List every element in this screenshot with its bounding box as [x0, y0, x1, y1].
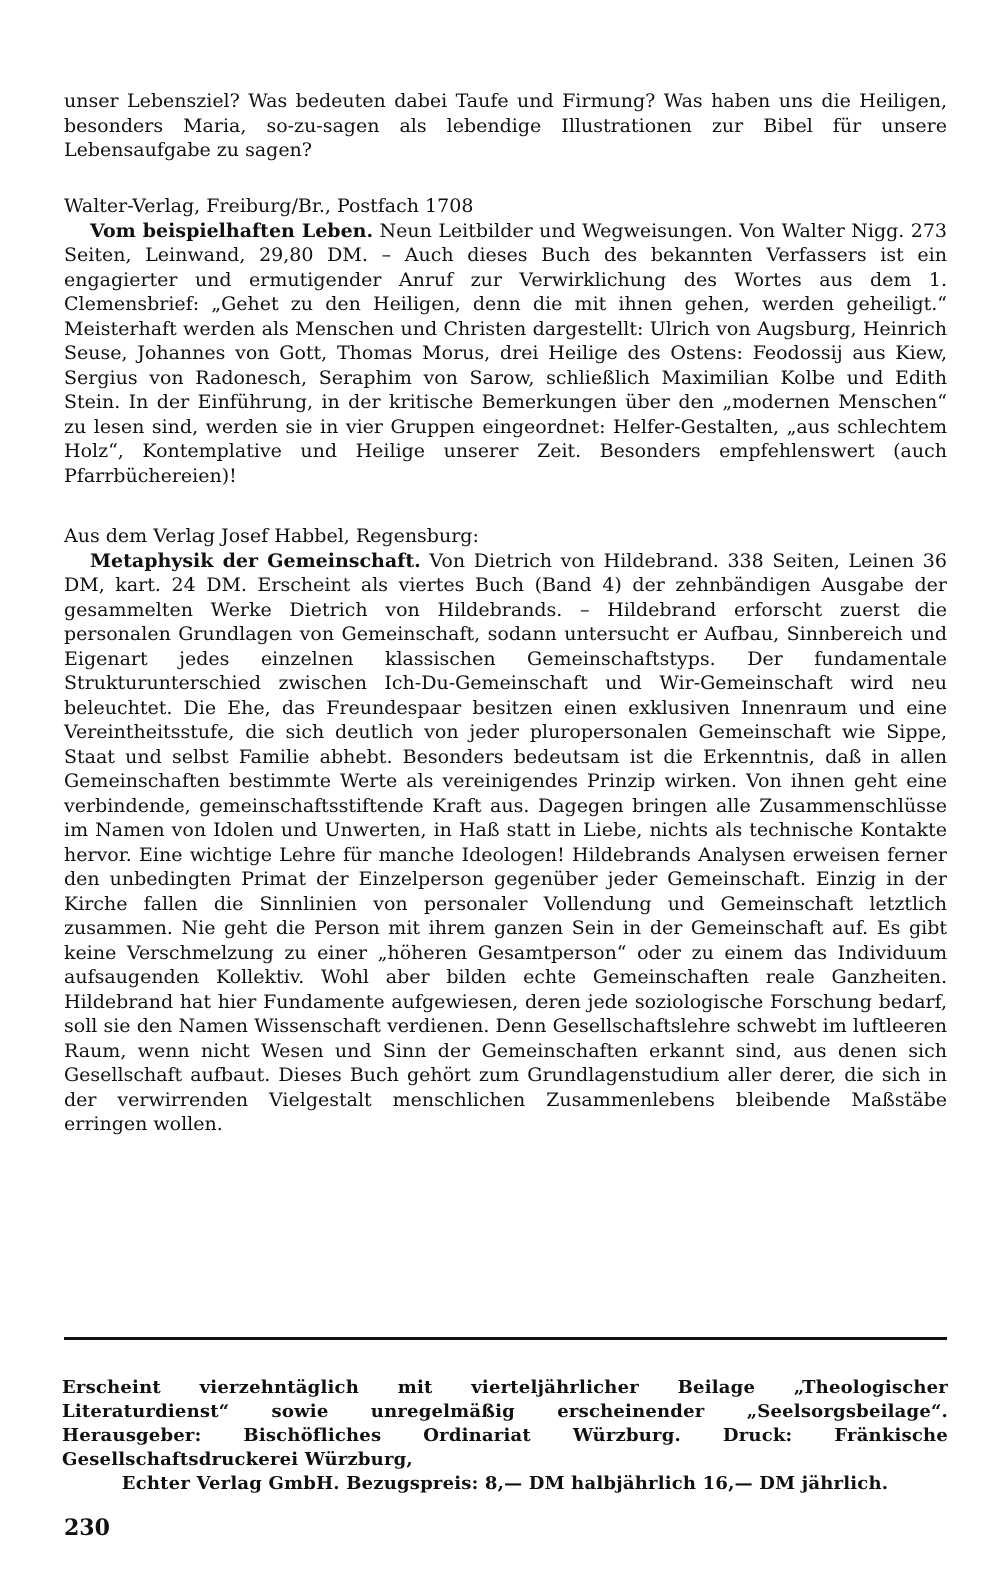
- intro-text: unser Lebensziel? Was bedeuten dabei Taufe und Firmung? Was haben uns die Heiligen, besonders Maria, so-zu-sagen als lebendige Illustrationen zur Bibel für unsere Lebensaufgabe zu sagen?: [64, 90, 947, 161]
- imprint-footer: [62, 1376, 948, 1496]
- walter-verlag-section: [64, 194, 947, 488]
- imprint-last-line: Echter Verlag GmbH. Bezugspreis: 8,— DM halbjährlich 16,— DM jährlich.: [121, 1473, 889, 1494]
- intro-paragraph: [64, 89, 947, 163]
- publisher-heading: Walter-Verlag, Freiburg/Br., Postfach 1708: [64, 195, 474, 217]
- review-entry: [64, 219, 947, 489]
- page-number: 230: [64, 1515, 110, 1541]
- review-entry: [64, 549, 947, 1137]
- footer-divider: [64, 1337, 947, 1340]
- book-title: Vom beispielhaften Leben.: [90, 219, 374, 242]
- book-title: Metaphysik der Gemeinschaft.: [90, 549, 421, 572]
- review-body: Neun Leitbilder und Wegweisungen. Von Walter Nigg. 273 Seiten, Leinwand, 29,80 DM. – Auch dieses Buch des bekannten Verfassers ist ein engagierter und ermutigender Anruf zur Verwirklichung des Wortes aus dem 1. Clemensbrief: „Gehet zu den Heiligen, denn die mit ihnen gehen, werden geheiligt.“ Meisterhaft werden als Menschen und Christen dargestellt: Ulrich von Augsburg, Heinrich Seuse, Johannes von Gott, Thomas Morus, drei Heilige des Ostens: Feodossij aus Kiew, Sergius von Radonesch, Seraphim von Sarow, schließlich Maximilian Kolbe und Edith Stein. In der Einführung, in der kritische Bemerkungen über den „modernen Menschen“ zu lesen sind, werden sie in vier Gruppen eingeordnet: Helfer-Gestalten, „aus schlechtem Holz“, Kontemplative und Heilige unserer Zeit. Besonders empfehlenswert (auch Pfarrbüchereien)!: [64, 219, 947, 487]
- habbel-section: [64, 524, 947, 1137]
- imprint-text: Erscheint vierzehntäglich mit vierteljährlicher Beilage „Theologischer Literaturdienst“ sowie unregelmäßig erscheinender „Seelsorgsbeilage“. Herausgeber: Bischöfliches Ordinariat Würzburg. Druck: Fränkische Gesellschaftsdruckerei Würzburg,: [62, 1377, 948, 1470]
- publisher-heading: Aus dem Verlag Josef Habbel, Regensburg:: [64, 525, 479, 547]
- review-body: Von Dietrich von Hildebrand. 338 Seiten, Leinen 36 DM, kart. 24 DM. Erscheint als viertes Buch (Band 4) der zehnbändigen Ausgabe der gesammelten Werke Dietrich von Hildebrands. – Hildebrand erforscht zuerst die personalen Grundlagen von Gemeinschaft, sodann untersucht er Aufbau, Sinnbereich und Eigenart jedes einzelnen klassischen Gemeinschaftstyps. Der fundamentale Strukturunterschied zwischen Ich-Du-Gemeinschaft und Wir-Gemeinschaft wird neu beleuchtet. Die Ehe, das Freundespaar besitzen einen exklusiven Innenraum und eine Vereintheitsstufe, die sich deutlich von jeder pluropersonalen Gemeinschaft wie Sippe, Staat und selbst Familie abhebt. Besonders bedeutsam ist die Erkenntnis, daß in allen Gemeinschaften bestimmte Werte als vereinigendes Prinzip wirken. Von ihnen geht eine verbindende, gemeinschaftsstiftende Kraft aus. Dagegen bringen alle Zusammenschlüsse im Namen von Idolen und Unwerten, in Haß statt in Liebe, nichts als technische Kontakte hervor. Eine wichtige Lehre für manche Ideologen! Hildebrands Analysen erweisen ferner den unbedingten Primat der Einzelperson gegenüber jeder Gemeinschaft. Einzig in der Kirche fallen die Sinnlinien von personaler Vollendung und Gemeinschaft letztlich zusammen. Nie geht die Person mit ihrem ganzen Sein in der Gemeinschaft auf. Es gibt keine Verschmelzung zu einer „höheren Gesamtperson“ oder zu einem das Individuum aufsaugenden Kollektiv. Wohl aber bilden echte Gemeinschaften reale Ganzheiten. Hildebrand hat hier Fundamente aufgewiesen, deren jede soziologische Forschung bedarf, soll sie den Namen Wissenschaft verdienen. Denn Gesellschaftslehre schwebt im luftleeren Raum, wenn nicht Wesen und Sinn der Gemeinschaften erkannt sind, aus denen sich Gesellschaft aufbaut. Dieses Buch gehört zum Grundlagenstudium aller derer, die sich in der verwirrenden Vielgestalt menschlichen Zusammenlebens bleibende Maßstäbe erringen wollen.: [64, 549, 947, 1135]
